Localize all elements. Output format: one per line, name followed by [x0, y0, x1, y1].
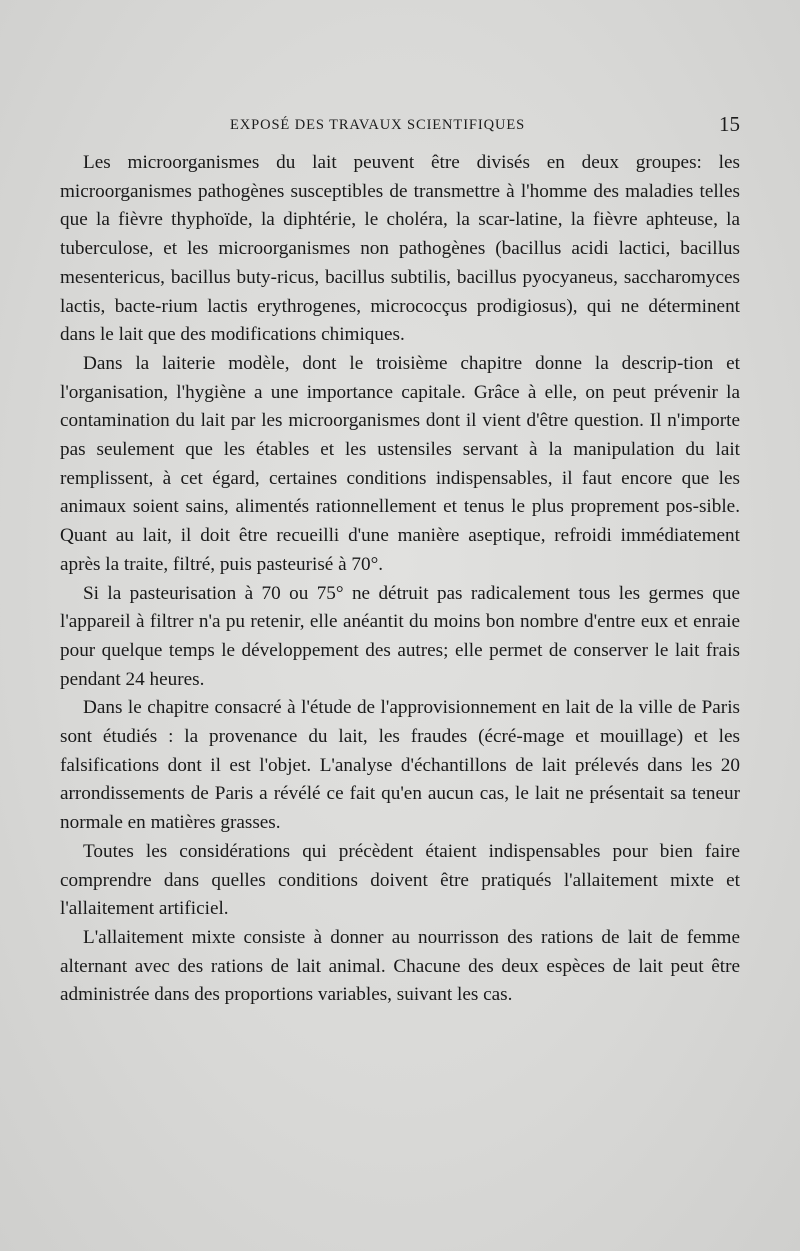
paragraph-considerations: Toutes les considérations qui précèdent étaient indispensables pour bien faire comprendre dans quelles conditions doivent être pratiqués l'allaitement mixte et l'allaitement artificiel. — [60, 840, 740, 920]
running-header — [60, 113, 740, 137]
body-text — [60, 149, 740, 1010]
paragraph-microorganismes: Les microorganismes du lait peuvent être divisés en deux groupes: les microorganismes pathogènes susceptibles de transmettre à l'homme des maladies telles que la fièvre thyphoïde, la diphtérie, le choléra, la scar-latine, la fièvre aphteuse, la tuberculose, et les microorganismes non pathogènes (bacillus acidi lactici, bacillus mesentericus, bacillus buty-ricus, bacillus subtilis, bacillus pyocyaneus, saccharomyces lactis, bacte-rium lactis erythrogenes, micrococçus prodigiosus), qui ne déterminent dans le lait que des modifications chimiques. — [60, 152, 740, 346]
running-title: EXPOSÉ DES TRAVAUX SCIENTIFIQUES — [230, 117, 526, 133]
paragraph-approvisionnement: Dans le chapitre consacré à l'étude de l'approvisionnement en lait de la ville de Paris sont étudiés : la provenance du lait, les fraudes (écré-mage et mouillage) et les falsifications dont il est l'objet. L'analyse d'échantillons de lait prélevés dans les 20 arrondissements de Paris a révélé ce fait qu'en aucun cas, le lait ne présentait sa teneur normale en matières grasses. — [60, 697, 740, 834]
page-number: 15 — [719, 112, 740, 136]
paragraph-allaitement-mixte: L'allaitement mixte consiste à donner au nourrisson des rations de lait de femme alternant avec des rations de lait animal. Chacune des deux espèces de lait peut être administrée dans des proportions variables, suivant les cas. — [60, 926, 740, 1006]
paragraph-laiterie-modele: Dans la laiterie modèle, dont le troisième chapitre donne la descrip-tion et l'organisation, l'hygiène a une importance capitale. Grâce à elle, on peut prévenir la contamination du lait par les microorganismes dont il vient d'être question. Il n'importe pas seulement que les étables et les ustensiles servant à la manipulation du lait remplissent, à cet égard, certaines conditions indispensables, il faut encore que les animaux soient sains, alimentés rationnellement et tenus le plus proprement pos-sible. Quant au lait, il doit être recueilli d'une manière aseptique, refroidi immédiatement après la traite, filtré, puis pasteurisé à 70°. — [60, 352, 740, 575]
paragraph-pasteurisation: Si la pasteurisation à 70 ou 75° ne détruit pas radicalement tous les germes que l'appareil à filtrer n'a pu retenir, elle anéantit du moins bon nombre d'entre eux et enraie pour quelque temps le développement des autres; elle permet de conserver le lait frais pendant 24 heures. — [60, 582, 740, 690]
